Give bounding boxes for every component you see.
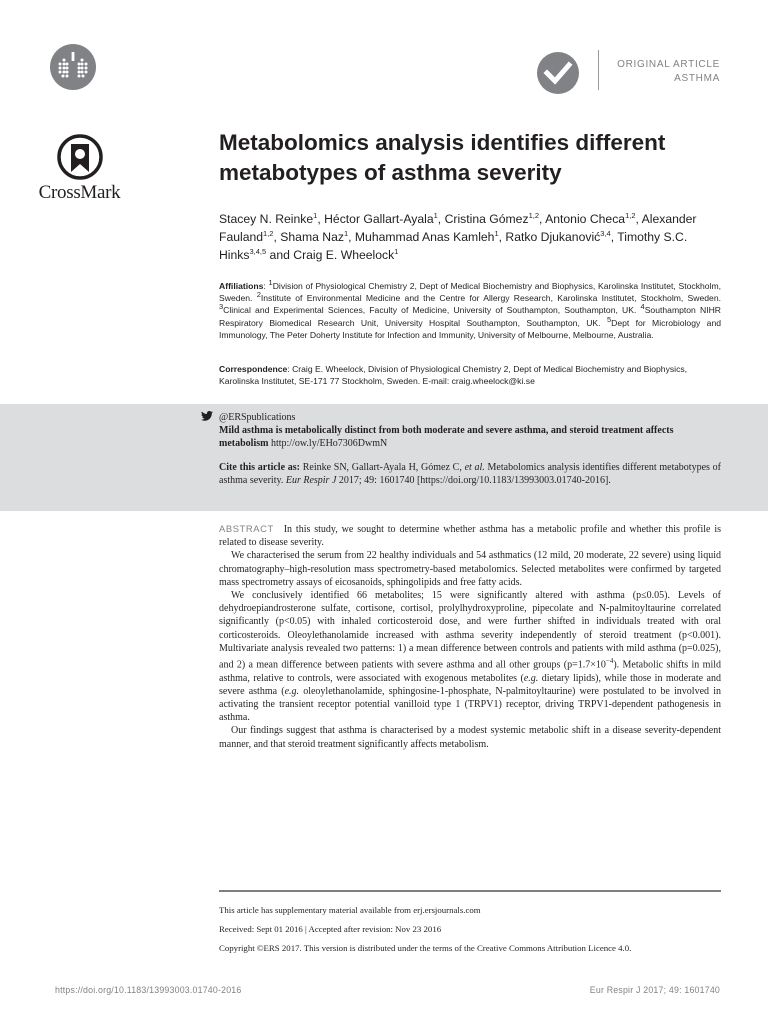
checkmark-badge-icon xyxy=(536,51,580,95)
affiliation-text: Division of Physiological Chemistry 2, Dept of Medical Biochemistry and Biophysics, Karolinska Institutet, Stockholm, Sweden. xyxy=(219,281,722,304)
twitter-bird-icon xyxy=(201,411,213,421)
affiliation-text: Clinical and Experimental Sciences, Faculty of Medicine, University of Southampton, Southampton, UK. xyxy=(223,305,641,316)
author-affiliation-ref: 3,4 xyxy=(600,228,611,238)
author-separator: , xyxy=(610,230,618,244)
crossmark-label: CrossMark xyxy=(38,182,121,203)
author-affiliation-ref: 1 xyxy=(394,246,399,256)
author-name: Antonio Checa xyxy=(545,212,626,226)
author-name: Stacey N. Reinke xyxy=(219,212,314,226)
abstract-p3c: dietary lipids), while those in moderate and severe asthma ( xyxy=(219,672,721,697)
affiliation-number: 1 xyxy=(268,278,273,288)
cite-volume-doi: 2017; 49: 1601740 [https://doi.org/10.1183/13993003.01740-2016]. xyxy=(336,475,611,487)
author-name: Héctor Gallart-Ayala xyxy=(324,212,434,226)
copyright-notice: Copyright ©ERS 2017. This version is distributed under the terms of the Creative Commons Attribution Licence 4.0. xyxy=(219,943,632,953)
footer-doi[interactable]: https://doi.org/10.1183/13993003.01740-2016 xyxy=(55,985,242,995)
author-name: Cristina Gómez xyxy=(444,212,529,226)
article-type-subject: ASTHMA xyxy=(674,73,720,84)
supplementary-note: This article has supplementary material available from erj.ersjournals.com xyxy=(219,905,481,915)
affiliation-number: 4 xyxy=(640,302,645,312)
author-affiliation-ref: 1 xyxy=(433,210,438,220)
abstract-p3-exponent: −4 xyxy=(605,657,614,666)
cite-this-article xyxy=(219,461,721,488)
author-separator: , xyxy=(498,230,506,244)
crossmark-badge[interactable] xyxy=(32,134,127,204)
abstract-paragraph: We characterised the serum from 22 healthy individuals and 54 asthmatics (12 mild, 20 moderate, 22 severe) using liquid chromatography–high-resolution mass spectrometry-based metabolomics. Selected metabolites were confirmed by targeted mass spectrometry assays of eicosanoids, sphingolipids and free fatty acids. xyxy=(219,550,721,588)
abstract-p3a: We conclusively identified 66 metabolites; 15 were significantly altered with asthma (p≤0.05). Levels of dehydroepiandrosterone sulfate, cortisone, cortisol, prolylhydroxyproline, pipecolate and N-palmitoyltaurine correlated significantly (p<0.05) with inhaled corticosteroid dose, and were further shifted in individuals treated with oral corticosteroids. Oleoylethanolamide increased with asthma severity independently of steroid treatment (p<0.001). Multivariate analysis revealed two patterns: 1) a mean difference between controls and patients with mild asthma (p=0.025), and 2) a mean difference between patients with severe asthma and all other groups (p=1.7×10 xyxy=(219,590,721,671)
footnote-rule xyxy=(219,890,721,892)
affiliation-number: 5 xyxy=(606,314,612,324)
abstract xyxy=(219,522,721,751)
abstract-eg: e.g. xyxy=(284,685,300,697)
abstract-p3b: ). Metabolic shifts in mild asthma, relative to controls, were associated with exogenous metabolites ( xyxy=(219,659,721,684)
author-affiliation-ref: 1,2 xyxy=(528,210,539,220)
abstract-p1: In this study, we sought to determine whether asthma has a metabolic profile and whether this profile is related to disease severity. xyxy=(219,524,721,549)
author-name: Timothy S.C. Hinks xyxy=(219,230,688,262)
correspondence xyxy=(219,363,721,387)
article-title: Metabolomics analysis identifies different metabotypes of asthma severity xyxy=(219,130,666,185)
affiliation-text: Institute of Environmental Medicine and the Centre for Allergy Research, Karolinska Institutet, Stockholm, Sweden. xyxy=(260,293,721,304)
abstract-paragraph: Our findings suggest that asthma is characterised by a modest systemic metabolic shift in a disease severity-dependent manner, and that steroid treatment significantly affects metabolism. xyxy=(219,725,721,750)
author-affiliation-ref: 1,2 xyxy=(263,228,274,238)
author-name: Muhammad Anas Kamleh xyxy=(354,230,495,244)
affiliation-number: 3 xyxy=(219,302,224,312)
received-dates: Received: Sept 01 2016 | Accepted after revision: Nov 23 2016 xyxy=(219,924,442,934)
author-name: Ratko Djukanović xyxy=(505,230,601,244)
crossmark-bookmark-icon xyxy=(57,134,103,180)
cite-authors: Reinke SN, Gallart-Ayala H, Gómez C, xyxy=(299,462,465,473)
author-list xyxy=(219,210,729,264)
abstract-eg: e.g. xyxy=(523,672,539,684)
footer-citation: Eur Respir J 2017; 49: 1601740 xyxy=(589,985,720,995)
author-affiliation-ref: 3,4,5 xyxy=(249,246,267,256)
tweet-headline: Mild asthma is metabolically distinct from both moderate and severe asthma, and steroid treatment affects metabolism xyxy=(219,425,674,449)
author-affiliation-ref: 1 xyxy=(343,228,349,238)
abstract-label: ABSTRACT xyxy=(219,523,274,534)
affiliation-list xyxy=(219,278,722,340)
author-name: Craig E. Wheelock xyxy=(293,248,395,262)
affiliation-text: Southampton NIHR Respiratory Biomedical Research Unit, University Hospital Southampton, Southampton, UK. xyxy=(219,305,721,328)
abstract-paragraph xyxy=(219,522,721,549)
article-type-category: ORIGINAL ARTICLE xyxy=(617,59,720,70)
cite-label: Cite this article as: xyxy=(219,462,300,473)
affiliations: Affiliations: $^1$Division of Physiological Chemistry 2, Dept of Medical Biochemistry and Biophysics, Karolinska Institutet, Stockholm, Sweden. $^2$Institute of Environmental Medicine and the Centre for Allergy Research, Karolinska Institutet, Stockholm, Sweden. $^3$Clinical and Experimental Sciences, Faculty of Medicine, University of Southampton, Southampton, UK. $^4$Southampton NIHR Respiratory Biomedical Research Unit, University Hospital Southampton, Southampton, UK. $^5$Dept for Microbiology and Immunology, The Peter Doherty Institute for Infection and Immunity, University of Melbourne, Melbourne, Australia. xyxy=(219,278,722,340)
author-separator: , xyxy=(437,212,445,226)
abstract-p3d: oleoylethanolamide, sphingosine-1-phosphate, N-palmitoyltaurine) were postulated to be involved in activating the transient receptor potential vanilloid type 1 (TRPV1) receptor, driving TRPV1-dependent pathogenesis in asthma. xyxy=(219,685,721,724)
tweet-link[interactable]: http://ow.ly/EHo7306DwmN xyxy=(268,438,388,449)
tweet-text xyxy=(219,424,721,450)
abstract-paragraph xyxy=(219,589,721,724)
affiliations-label: Affiliations xyxy=(219,281,264,291)
author-separator: , xyxy=(317,212,325,226)
author-affiliation-ref: 1,2 xyxy=(625,210,636,220)
author-separator: , xyxy=(273,230,281,244)
affiliation-number: 2 xyxy=(256,290,261,300)
twitter-handle[interactable]: @ERSpublications xyxy=(219,412,296,423)
cite-etal: et al. xyxy=(464,462,485,473)
author-separator: , xyxy=(348,230,355,244)
author-name: Alexander Fauland xyxy=(219,212,697,244)
header-divider xyxy=(598,50,599,90)
author-separator: and xyxy=(266,248,294,262)
correspondence-label: Correspondence xyxy=(219,364,288,374)
affiliation-text: Dept for Microbiology and Immunology, The Peter Doherty Institute for Infection and Immunity, University of Melbourne, Melbourne, Australia. xyxy=(219,317,721,340)
highlight-box xyxy=(0,404,768,511)
author-affiliation-ref: 1 xyxy=(494,228,499,238)
author-separator: , xyxy=(539,212,546,226)
ers-lungs-logo-icon xyxy=(50,44,96,90)
correspondence-text: : Craig E. Wheelock, Division of Physiological Chemistry 2, Dept of Medical Biochemistry and Biophysics, Karolinska Institutet, SE-171 77 Stockholm, Sweden. E-mail: craig.wheelock@ki.se xyxy=(219,364,688,387)
article-type xyxy=(617,58,720,86)
author-affiliation-ref: 1 xyxy=(313,210,318,220)
cite-title: Metabolomics analysis identifies different metabotypes of asthma severity. xyxy=(219,462,721,487)
author-separator: , xyxy=(635,212,642,226)
cite-journal: Eur Respir J xyxy=(285,475,337,487)
author-name: Shama Naz xyxy=(280,230,344,244)
